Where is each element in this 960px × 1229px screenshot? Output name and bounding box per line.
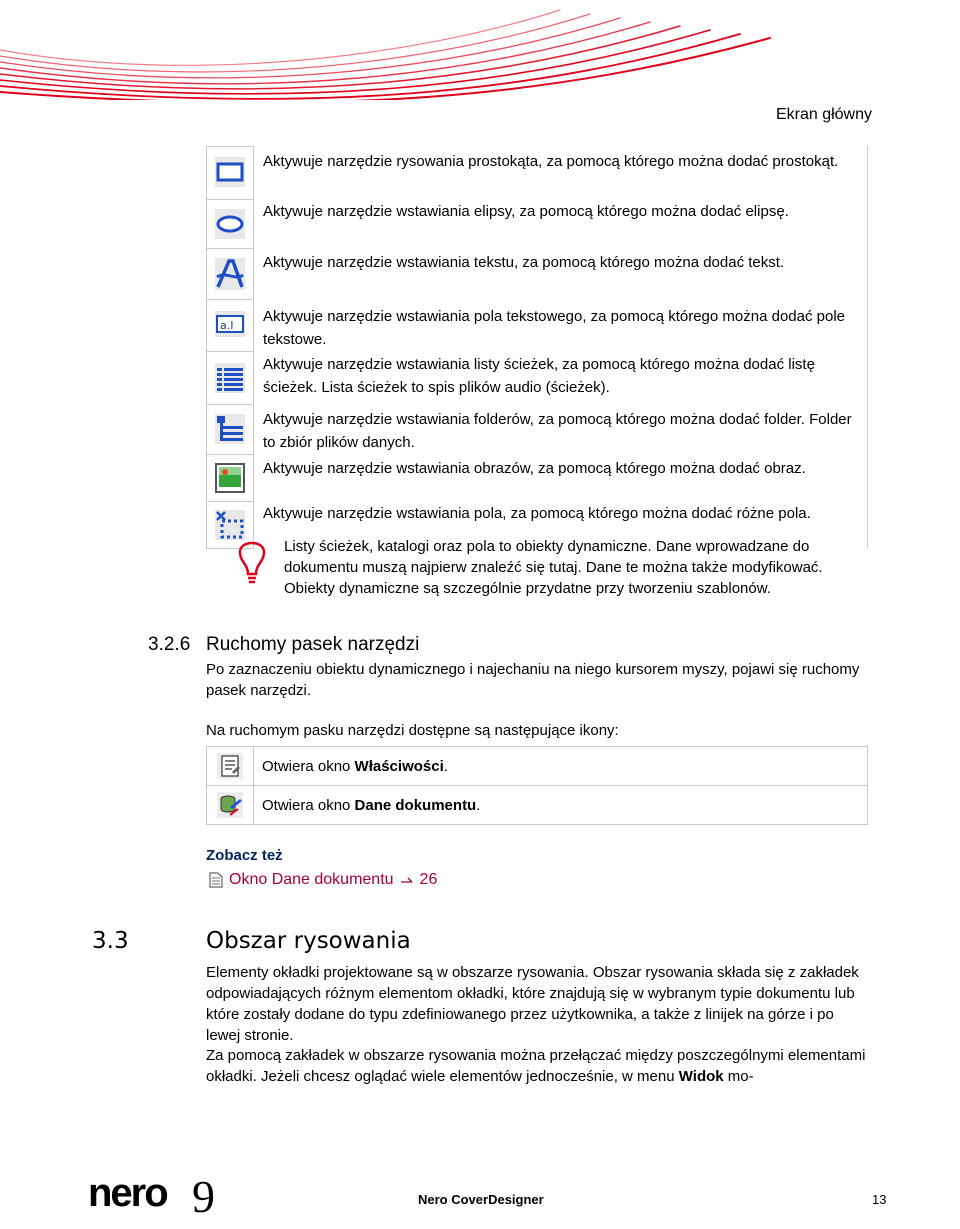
paragraph: Po zaznaczeniu obiektu dynamicznego i najechaniu na niego kursorem myszy, pojawi się ruchomy pasek narzędzi.	[206, 661, 860, 699]
table-row	[207, 747, 868, 786]
tool-description: Aktywuje narzędzie rysowania prostokąta, za pomocą którego można dodać prostokąt.	[254, 147, 868, 200]
svg-text:a.I: a.I	[220, 319, 234, 332]
section-number: 3.2.6	[148, 634, 191, 655]
section-title: Ruchomy pasek narzędzi	[206, 634, 420, 655]
text-field-icon	[214, 310, 246, 338]
link-text[interactable]: Okno Dane dokumentu	[229, 871, 394, 888]
rectangle-icon	[214, 156, 246, 188]
page-number: 13	[872, 1192, 887, 1207]
tool-description: Aktywuje narzędzie wstawiania pola tekstowego, za pomocą którego można dodać pole tekstowe.	[254, 300, 868, 352]
table-row	[207, 352, 868, 405]
table-row	[207, 300, 868, 352]
table-row	[207, 455, 868, 502]
logo-text: nero	[88, 1172, 167, 1215]
menu-name: Widok	[678, 1068, 724, 1085]
track-list-icon	[214, 362, 246, 394]
table-row	[207, 200, 868, 249]
properties-icon	[216, 752, 244, 780]
tool-description: Aktywuje narzędzie wstawiania pola, za pomocą którego można dodać różne pola.	[254, 502, 868, 549]
tip-text: Listy ścieżek, katalogi oraz pola to obiekty dynamiczne. Dane wprowadzane do dokumentu muszą najpierw znaleźć się tutaj. Dane te można także modyfikować. Obiekty dynamiczne są szczególnie przydatne przy tworzeniu szablonów.	[284, 538, 823, 597]
paragraph: Na ruchomym pasku narzędzi dostępne są następujące ikony:	[206, 722, 619, 739]
tool-description: Aktywuje narzędzie wstawiania listy ścieżek, za pomocą którego można dodać listę ścieżek. Lista ścieżek to spis plików audio (ścieżek).	[254, 352, 868, 405]
tools-table	[206, 146, 868, 549]
section-number: 3.3	[92, 928, 129, 954]
footer-product: Nero CoverDesigner	[418, 1192, 544, 1207]
document-data-icon	[216, 791, 244, 819]
toolbar-item-text: Otwiera okno	[262, 757, 355, 775]
image-icon	[214, 462, 246, 494]
paragraph	[206, 1045, 866, 1087]
paragraph-text: mo-	[723, 1068, 754, 1085]
paragraph: Elementy okładki projektowane są w obszarze rysowania. Obszar rysowania składa się z zakładek odpowiadających różnym elementom okładki, które znajdują się w wybranym typie dokumentu lub które zostały dodane do typu zdefiniowanego przez użytkownika, a także z linijek na górze i po lewej stronie.	[206, 964, 859, 1044]
paragraph-text: Za pomocą zakładek w obszarze rysowania można przełączać między poszczególnymi elementami okładki. Jeżeli chcesz oglądać wiele elementów jednocześnie, w menu	[206, 1047, 866, 1085]
see-also-link[interactable]	[209, 871, 437, 889]
floating-toolbar-table	[206, 746, 868, 825]
nero-logo	[88, 1172, 228, 1229]
table-row	[207, 786, 868, 825]
toolbar-item-text: Otwiera okno	[262, 796, 355, 814]
punctuation: .	[476, 796, 481, 814]
folder-tree-icon	[214, 413, 246, 445]
punctuation: .	[443, 757, 448, 775]
table-row	[207, 249, 868, 300]
tool-description: Aktywuje narzędzie wstawiania folderów, za pomocą którego można dodać folder. Folder to zbiór plików danych.	[254, 405, 868, 455]
section-header: Ekran główny	[775, 106, 872, 123]
tool-description: Aktywuje narzędzie wstawiania tekstu, za pomocą którego można dodać tekst.	[254, 249, 868, 300]
section-title: Obszar rysowania	[206, 928, 411, 954]
tool-description: Aktywuje narzędzie wstawiania elipsy, za pomocą którego można dodać elipsę.	[254, 200, 868, 249]
tool-description: Aktywuje narzędzie wstawiania obrazów, za pomocą którego można dodać obraz.	[254, 455, 868, 502]
see-also-title: Zobacz też	[206, 847, 283, 864]
window-name: Dane dokumentu	[354, 796, 477, 814]
header-swoosh	[0, 0, 960, 100]
table-row	[207, 147, 868, 200]
window-name: Właściwości	[354, 757, 444, 775]
arrow-right-icon	[400, 875, 414, 885]
link-page[interactable]: 26	[419, 871, 438, 888]
lightbulb-icon	[222, 534, 282, 588]
ellipse-icon	[214, 208, 246, 240]
logo-version: 9	[192, 1172, 215, 1222]
document-icon	[209, 872, 223, 888]
table-row	[207, 405, 868, 455]
text-icon	[214, 257, 246, 291]
